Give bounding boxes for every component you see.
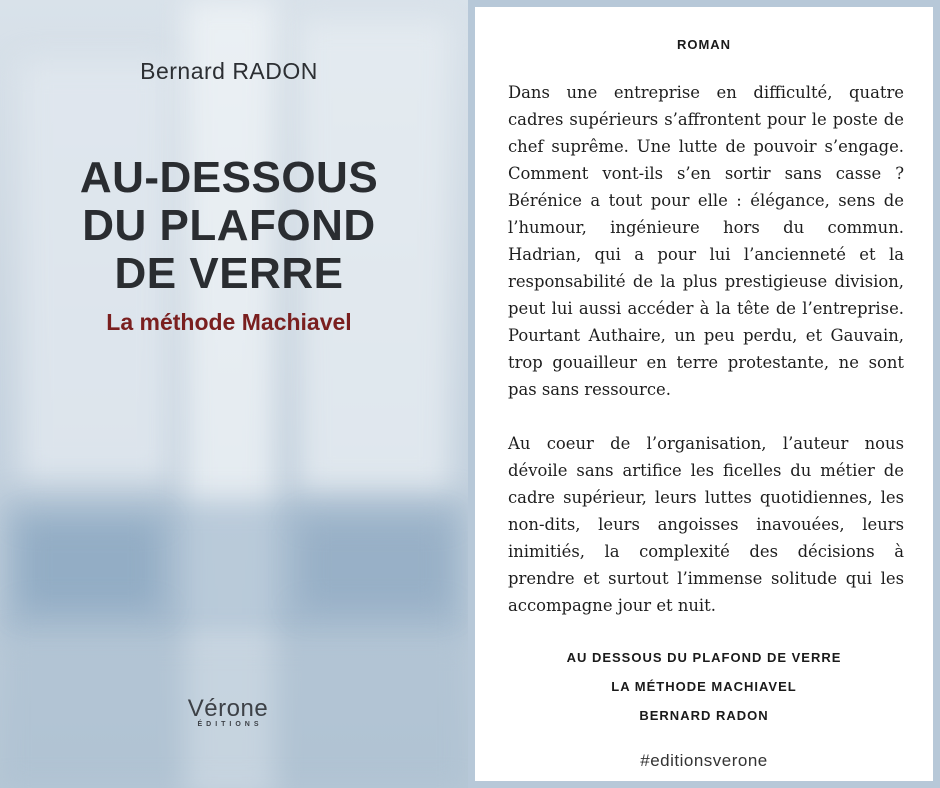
reference-author: BERNARD RADON: [639, 708, 769, 723]
synopsis-paragraph: Au coeur de l’organisation, l’auteur nous dévoile sans artifice les ficelles du métier de cadre supérieur, leurs luttes quotidiennes, les non-dits, leurs angoisses inavouées, leurs inimitiés, la complexité des décisions à prendre et surtout l’immense solitude qui les accompagne jour et nuit.: [508, 434, 904, 615]
reference-title: AU DESSOUS DU PLAFOND DE VERRE: [566, 650, 842, 665]
book-cover: [0, 0, 468, 788]
cover-title-line: DU PLAFOND: [82, 201, 376, 250]
synopsis: [508, 79, 904, 646]
cover-background-shape: [20, 520, 160, 610]
publisher-logo-sub: ÉDITIONS: [197, 721, 263, 728]
cover-subtitle: La méthode Machiavel: [106, 309, 352, 335]
genre-label: ROMAN: [676, 37, 732, 52]
cover-author: Bernard RADON: [140, 58, 318, 84]
reference-subtitle: LA MÉTHODE MACHIAVEL: [611, 679, 797, 694]
cover-title-line: DE VERRE: [114, 249, 344, 298]
cover-title: [0, 154, 458, 298]
hashtag[interactable]: #editionsverone: [640, 751, 768, 770]
cover-title-line: AU-DESSOUS: [79, 153, 379, 202]
publisher-logo: [178, 696, 278, 728]
cover-background-shape: [300, 520, 450, 610]
description-card: [475, 7, 933, 781]
book-references: [475, 643, 933, 730]
publisher-logo-word: Vérone: [187, 695, 269, 722]
synopsis-paragraph: Dans une entreprise en difficulté, quatre cadres supérieurs s’affrontent pour le poste de chef suprême. Une lutte de pouvoir s’engage. Comment vont-ils s’en sortir sans casse ? Bérénice a tout pour elle : élégance, sens de l’humour, ingénieure hors du commun. Hadrian, qui a pour lui l’ancienneté et la responsabilité de la plus prestigieuse division, peut lui aussi accéder à la tête de l’entreprise. Pourtant Authaire, un peu perdu, et Gauvain, trop gouailleur en terre protestante, ne sont pas sans ressource.: [508, 83, 904, 399]
